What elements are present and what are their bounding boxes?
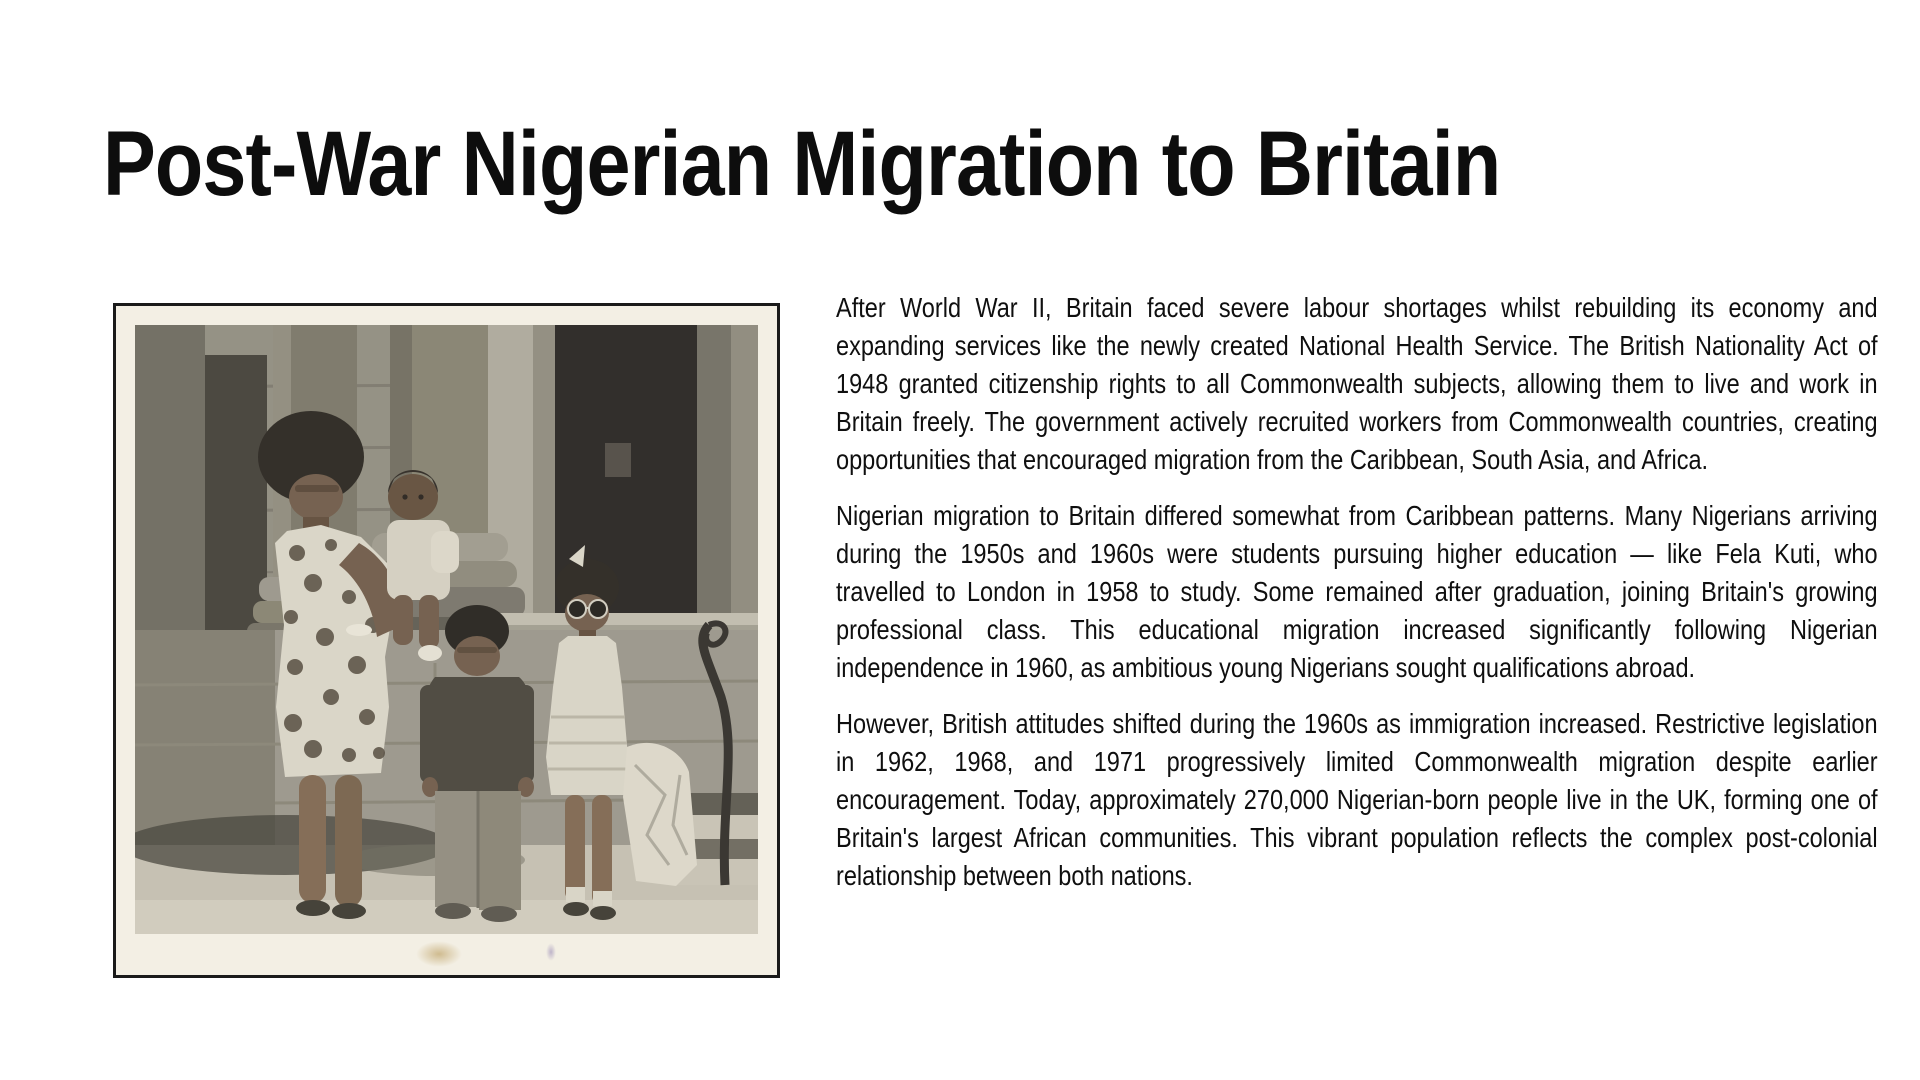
family-photo xyxy=(113,303,780,978)
photo-tone-overlay xyxy=(135,325,758,934)
paragraph-attitudes-today: However, British attitudes shifted during the 1960s as immigration increased. Restrictive legislation in 1962, 1968, and 1971 progressively limited Commonwealth migration despite earlier encouragement. Today, approximately 270,000 Nigerian-born people live in the UK, forming one of Britain's largest African communities. This vibrant population reflects the complex post-colonial relationship between both nations. xyxy=(836,708,1878,891)
article-text xyxy=(836,289,1878,895)
photo-print xyxy=(135,325,758,934)
family-photo-illustration xyxy=(135,325,758,934)
paragraph-nigerian-migration: Nigerian migration to Britain differed somewhat from Caribbean patterns. Many Nigerians arriving during the 1950s and 1960s were students pursuing higher education — like Fela Kuti, who travelled to London in 1958 to study. Some remained after graduation, joining Britain's growing professional class. This educational migration increased significantly following Nigerian independence in 1960, as ambitious young Nigerians sought qualifications abroad. xyxy=(836,500,1878,683)
paragraph-postwar-context: After World War II, Britain faced severe labour shortages whilst rebuilding its economy and expanding services like the newly created National Health Service. The British Nationality Act of 1948 granted citizenship rights to all Commonwealth subjects, allowing them to live and work in Britain freely. The government actively recruited workers from Commonwealth countries, creating opportunities that encouraged migration from the Caribbean, South Asia, and Africa. xyxy=(836,292,1878,475)
page-title: Post-War Nigerian Migration to Britain xyxy=(103,113,1501,215)
matte-stain-small xyxy=(546,943,556,961)
matte-stain xyxy=(416,941,462,967)
